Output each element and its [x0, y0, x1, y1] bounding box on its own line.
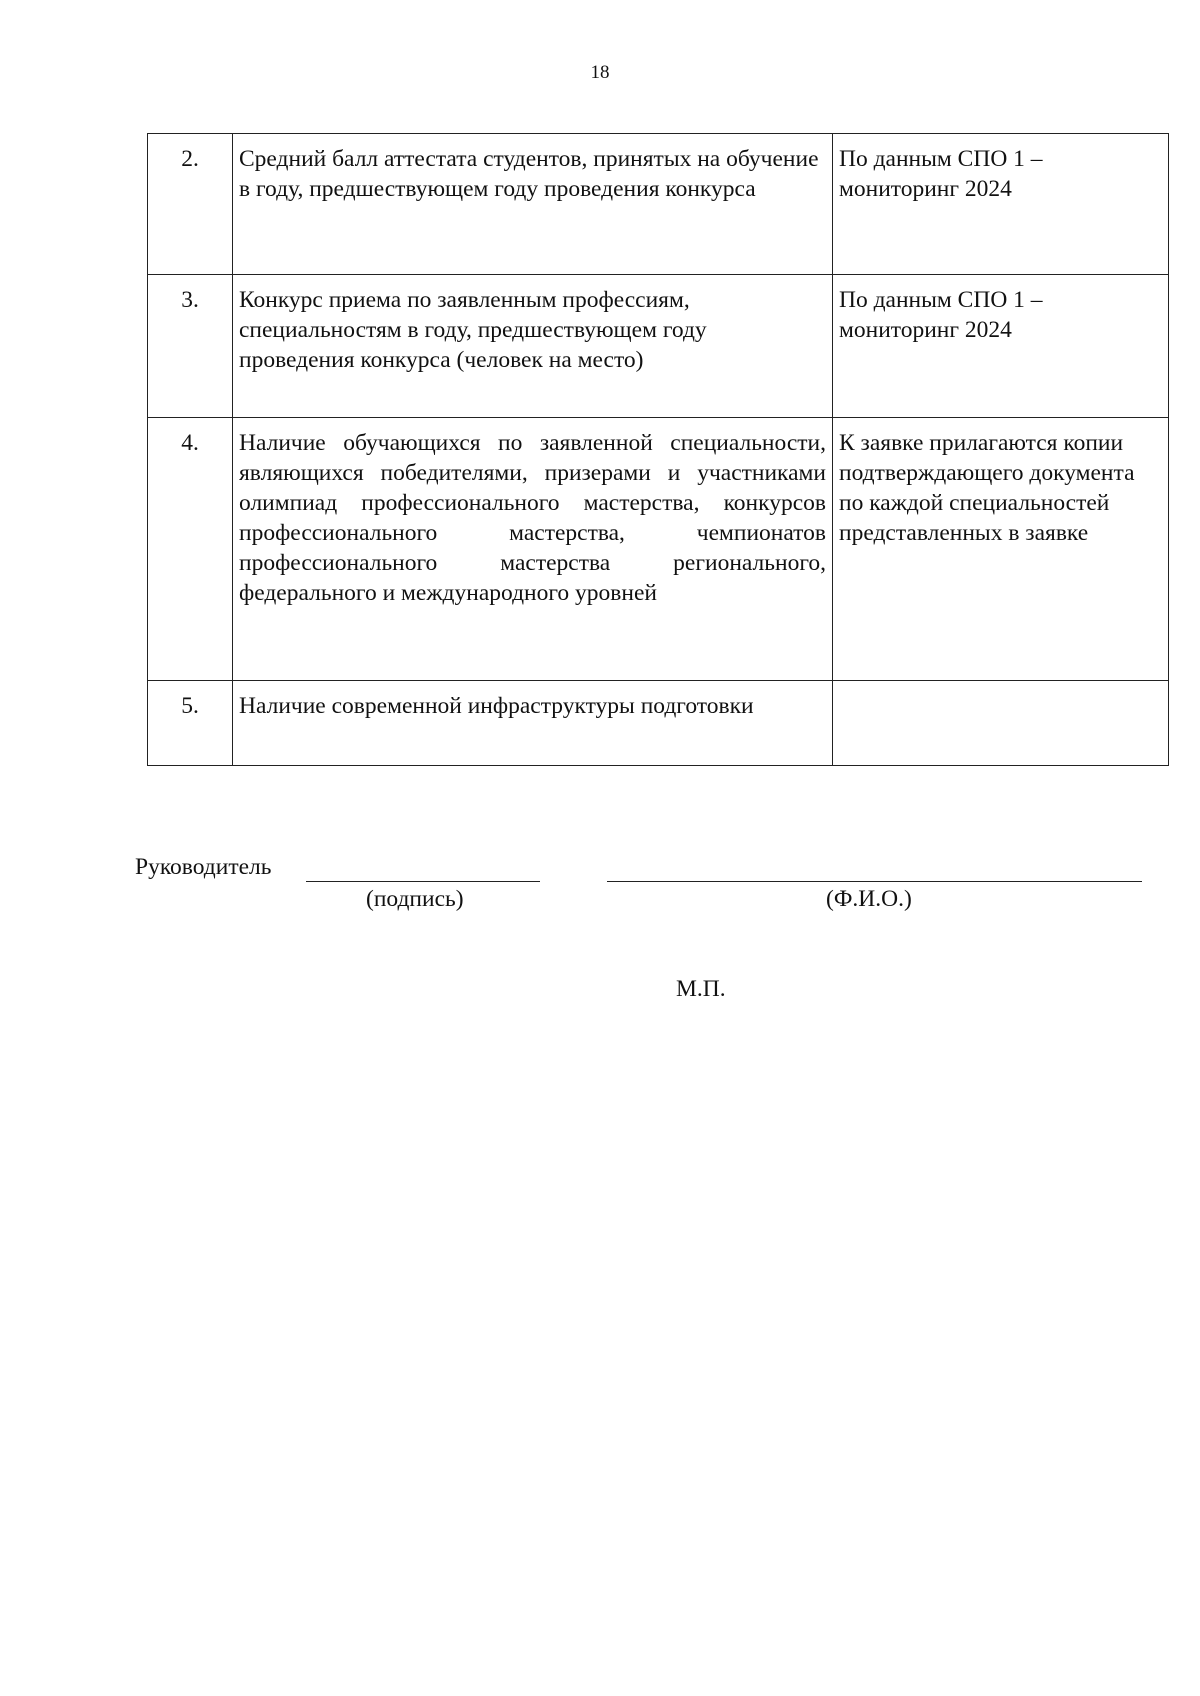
criteria-table	[147, 133, 1169, 766]
row-number: 4.	[148, 418, 233, 681]
criterion-cell: Конкурс приема по заявленным профессиям, специальностям в году, предшествующем году проведения конкурса (человек на место)	[233, 275, 833, 418]
criterion-cell: Наличие современной инфраструктуры подготовки	[233, 681, 833, 766]
page-number: 18	[590, 62, 610, 83]
criterion-cell: Средний балл аттестата студентов, принятых на обучение в году, предшествующем году проведения конкурса	[233, 134, 833, 275]
table-row	[148, 134, 1169, 275]
row-number: 2.	[148, 134, 233, 275]
signature-caption: (подпись)	[366, 886, 464, 912]
row-number: 3.	[148, 275, 233, 418]
stamp-place-label: М.П.	[676, 976, 726, 1002]
source-cell	[833, 681, 1169, 766]
table-row	[148, 418, 1169, 681]
signature-line	[306, 881, 540, 882]
name-caption: (Ф.И.О.)	[826, 886, 912, 912]
name-line	[607, 881, 1142, 882]
table-row	[148, 275, 1169, 418]
source-cell: По данным СПО 1 – мониторинг 2024	[833, 275, 1169, 418]
signatory-role: Руководитель	[135, 854, 272, 880]
row-number: 5.	[148, 681, 233, 766]
criterion-cell: Наличие обучающихся по заявленной специальности, являющихся победителями, призерами и участниками олимпиад профессионального мастерства, конкурсов профессионального мастерства, чемпионатов профессионального мастерства регионального, федерального и международного уровней	[233, 418, 833, 681]
table-row	[148, 681, 1169, 766]
source-cell: По данным СПО 1 – мониторинг 2024	[833, 134, 1169, 275]
source-cell: К заявке прилагаются копии подтверждающего документа по каждой специальностей представленных в заявке	[833, 418, 1169, 681]
